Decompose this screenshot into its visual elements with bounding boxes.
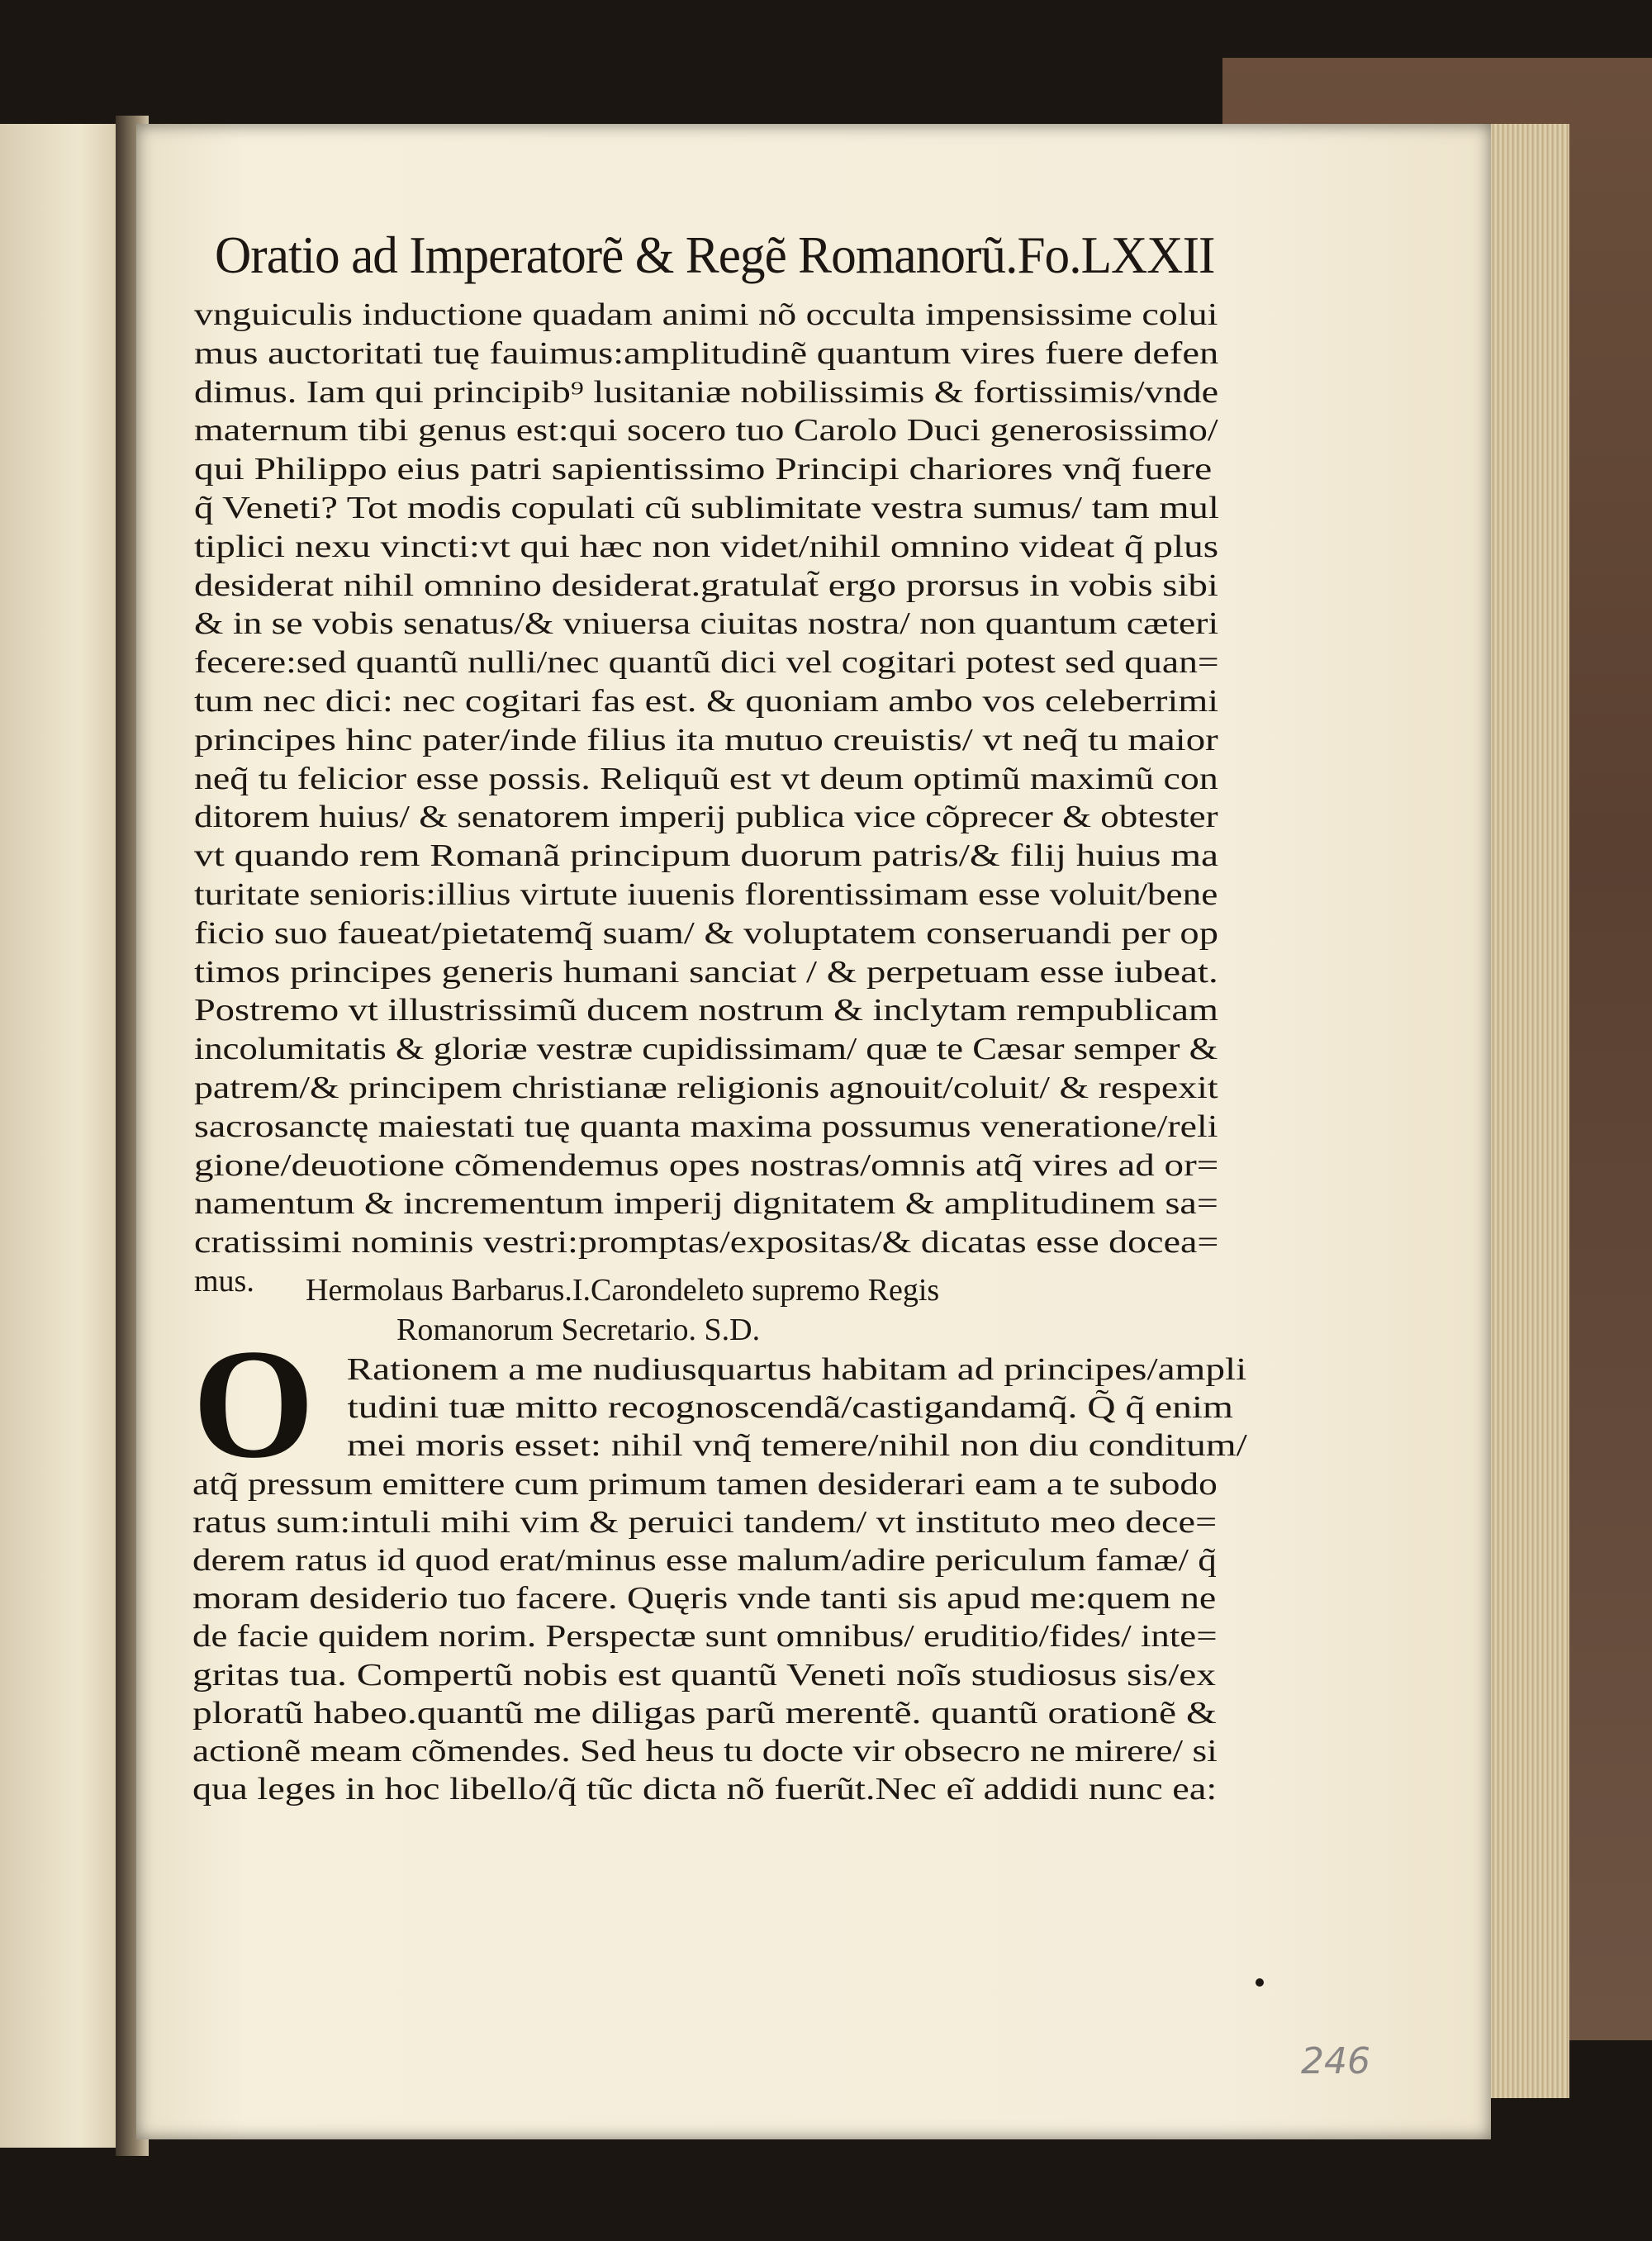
text-line: dimus. Iam qui principib⁹ lusitaniæ nobilissimis & fortissimis/vnde	[194, 374, 1219, 410]
text-line: tudini tuæ mitto recognoscendã/castigandamq̃. Q̃ q̃ enim	[347, 1390, 1233, 1426]
letter-heading-line-1: Hermolaus Barbarus.I.Carondeleto supremo Regis	[306, 1273, 940, 1308]
text-line: qui Philippo eius patri sapientissimo Principi chariores vnq̃ fuere	[194, 452, 1213, 487]
text-line: fecere:sed quantũ nulli/nec quantũ dici vel cogitari potest sed quan=	[194, 645, 1219, 681]
letter-heading-line-2: Romanorum Secretario. S.D.	[396, 1313, 761, 1347]
text-line: q̃ Veneti? Tot modis copulati cũ sublimitate vestra sumus/ tam mul	[194, 490, 1219, 525]
text-line: gione/deuotione cõmendemus opes nostras/omnis atq̃ vires ad or=	[194, 1147, 1219, 1183]
letter-heading	[306, 1270, 1132, 1350]
text-line: mus auctoritati tuę fauimus:amplitudinẽ quantum vires fuere defen	[194, 335, 1219, 371]
text-line: vnguiculis inductione quadam animi nõ occulta impensissime colui	[194, 297, 1218, 332]
text-line: ploratũ habeo.quantũ me diligas parũ merentẽ. quantũ orationẽ &	[192, 1695, 1217, 1731]
text-line: mei moris esset: nihil vnq̃ temere/nihil non diu conditum/	[347, 1428, 1247, 1464]
text-line: timos principes generis humani sanciat / & perpetuam esse iubeat.	[194, 954, 1218, 990]
text-line: derem ratus id quod erat/minus esse malum/adire periculum famæ/ q̃	[192, 1542, 1217, 1578]
text-line: actionẽ meam cõmendes. Sed heus tu docte vir obsecro ne mirere/ si	[192, 1733, 1218, 1769]
text-line: Rationem a me nudiusquartus habitam ad principes/ampli	[346, 1352, 1247, 1387]
text-line: namentum & incrementum imperij dignitatem & amplitudinem sa=	[194, 1186, 1218, 1222]
text-line: atq̃ pressum emittere cum primum tamen desiderari eam a te subodo	[192, 1466, 1218, 1502]
text-line: vt quando rem Romanã principum duorum patris/& filij huius ma	[194, 838, 1219, 874]
oration-text	[194, 296, 1218, 1301]
text-line: maternum tibi genus est:qui socero tuo Carolo Duci generosissimo/	[194, 413, 1218, 449]
text-line: mus.	[194, 1263, 254, 1299]
facing-page-fragment	[0, 124, 132, 2148]
text-line: turitate senioris:illius virtute iuuenis florentissimam esse voluit/bene	[194, 876, 1218, 912]
text-line: principes hinc pater/inde filius ita mutuo creuistis/ vt neq̃ tu maior	[194, 722, 1218, 757]
running-head: Oratio ad Imperatorẽ & Regẽ Romanorũ.Fo.LXXII	[215, 226, 1215, 284]
text-line: Postremo vt illustrissimũ ducem nostrum & inclytam rempublicam	[194, 993, 1218, 1028]
text-line: de facie quidem norim. Perspectæ sunt omnibus/ eruditio/fides/ inte=	[192, 1619, 1218, 1655]
text-line: tum nec dici: nec cogitari fas est. & quoniam ambo vos celeberrimi	[194, 683, 1219, 719]
letter-text	[192, 1351, 1247, 1808]
text-line: neq̃ tu felicior esse possis. Reliquũ est vt deum optimũ maximũ con	[194, 761, 1218, 796]
text-line: incolumitatis & gloriæ vestræ cupidissimam/ quæ te Cæsar semper &	[194, 1032, 1218, 1067]
text-line: gritas tua. Compertũ nobis est quantũ Veneti noĩs studiosus sis/ex	[192, 1657, 1217, 1693]
text-line: qua leges in hoc libello/q̃ tũc dicta nõ fuerũt.Nec eĩ addidi nunc ea:	[192, 1772, 1218, 1807]
text-line: cratissimi nominis vestri:promptas/expositas/& dicatas esse docea=	[194, 1225, 1219, 1261]
text-line: desiderat nihil omnino desiderat.gratulat̃ ergo prorsus in vobis sibi	[194, 567, 1218, 603]
text-line: sacrosanctę maiestati tuę quanta maxima possumus veneratione/reli	[194, 1109, 1218, 1144]
drop-capital: O	[192, 1318, 315, 1491]
ink-speck	[1256, 1978, 1264, 1987]
text-line: tiplici nexu vincti:vt qui hæc non videt/nihil omnino videat q̃ plus	[194, 529, 1219, 564]
text-line: moram desiderio tuo facere. Quęris vnde tanti sis apud me:quem ne	[192, 1581, 1217, 1617]
text-line: ratus sum:intuli mihi vim & peruici tandem/ vt instituto meo dece=	[192, 1504, 1218, 1540]
page-fore-edge	[1479, 124, 1569, 2098]
text-line: patrem/& principem christianæ religionis agnouit/coluit/ & respexit	[194, 1070, 1218, 1105]
text-line: & in se vobis senatus/& vniuersa ciuitas nostra/ non quantum cæteri	[194, 606, 1219, 642]
pencil-folio-number: 246	[1301, 2040, 1370, 2082]
text-line: ficio suo faueat/pietatemq̃ suam/ & voluptatem conseruandi per op	[194, 915, 1218, 951]
text-line: ditorem huius/ & senatorem imperij publica vice cõprecer & obtester	[194, 800, 1218, 835]
